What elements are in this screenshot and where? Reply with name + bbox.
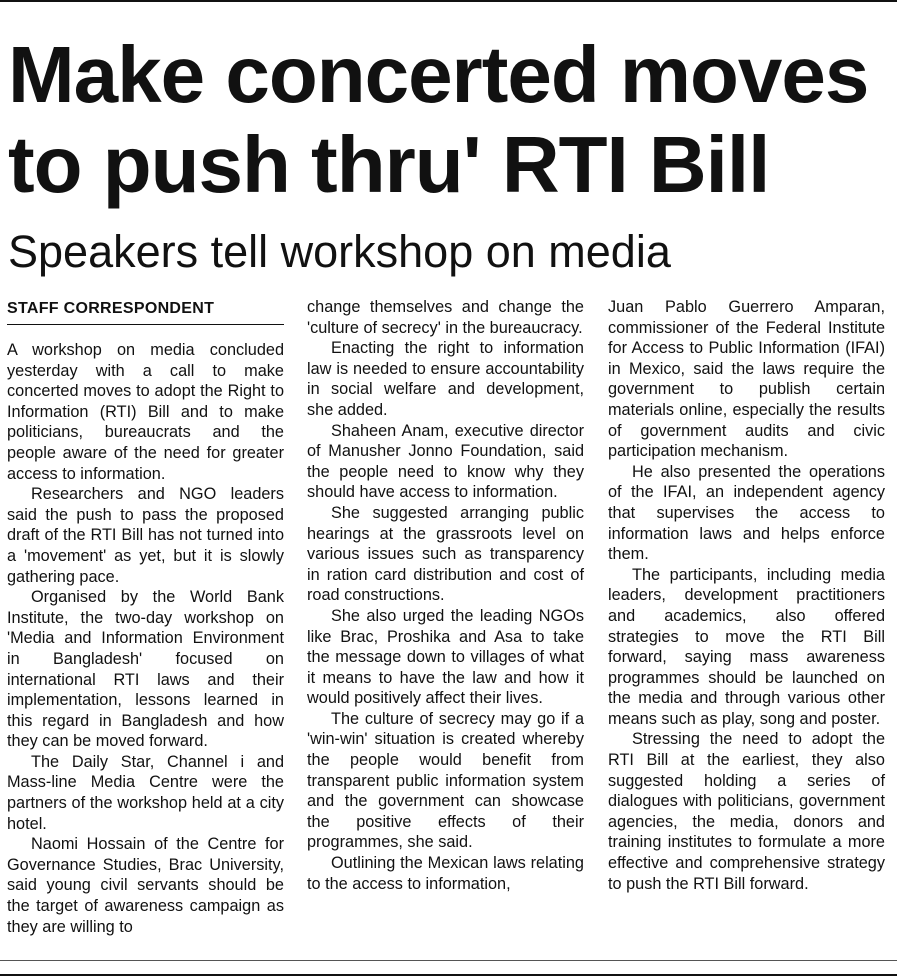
paragraph: The culture of secrecy may go if a 'win-win' situation is created whereby the people would benefit from transparent public information system and the government can showcase the positive effects of their programmes, she said.	[307, 709, 584, 852]
byline: STAFF CORRESPONDENT	[7, 298, 284, 325]
paragraph: Enacting the right to information law is needed to ensure accountability in social welfare and development, she added.	[307, 339, 584, 419]
paragraph: Organised by the World Bank Institute, the two-day workshop on 'Media and Information Environment in Bangladesh' focused on international RTI laws and their implementation, lessons learned in this regard in Bangladesh and how they can be moved forward.	[7, 588, 284, 751]
subheadline: Speakers tell workshop on media	[8, 226, 671, 277]
article-column-2	[307, 297, 584, 894]
paragraph: Shaheen Anam, executive director of Manusher Jonno Foundation, said the people need to know why they should have access to information.	[307, 421, 584, 502]
paragraph: She suggested arranging public hearings at the grassroots level on various issues such as transparency in ration card distribution and cost of road constructions.	[307, 503, 584, 605]
paragraph: change themselves and change the 'culture of secrecy' in the bureaucracy.	[307, 298, 584, 337]
paragraph: She also urged the leading NGOs like Brac, Proshika and Asa to take the message down to villages of what it means to have the law and how it would positively affect their lives.	[307, 606, 584, 708]
paragraph: Outlining the Mexican laws relating to the access to information,	[307, 854, 584, 893]
bottom-rule	[0, 960, 897, 961]
article-column-3	[608, 297, 885, 894]
paragraph: He also presented the operations of the IFAI, an independent agency that supervises the access to information laws and helps enforce them.	[608, 462, 885, 564]
paragraph: Researchers and NGO leaders said the push to pass the proposed draft of the RTI Bill has not turned into a 'movement' as yet, but it is slowly gathering pace.	[7, 485, 284, 586]
paragraph: A workshop on media concluded yesterday with a call to make concerted moves to adopt the Right to Information (RTI) Bill and to make politicians, bureaucrats and the people aware of the need for greater access to information.	[7, 341, 284, 483]
paragraph: Naomi Hossain of the Centre for Governance Studies, Brac University, said young civil servants should be the target of awareness campaign as they are willing to	[7, 835, 284, 936]
paragraph: Juan Pablo Guerrero Amparan, commissioner of the Federal Institute for Access to Public Information (IFAI) in Mexico, said the laws require the government to publish certain materials online, especially the results of government audits and civic participation mechanism.	[608, 298, 885, 461]
paragraph: Stressing the need to adopt the RTI Bill at the earliest, they also suggested holding a series of dialogues with politicians, government agencies, the media, donors and training institutes to formulate a more effective and comprehensive strategy to push the RTI Bill forward.	[608, 730, 885, 893]
paragraph: The participants, including media leaders, development practitioners and academics, also offered strategies to move the RTI Bill forward, saying mass awareness programmes should be launched on the media and through various other means such as play, song and poster.	[608, 565, 885, 728]
headline: Make concerted moves to push thru' RTI Bill	[8, 30, 869, 209]
paragraph: The Daily Star, Channel i and Mass-line Media Centre were the partners of the workshop held at a city hotel.	[7, 752, 284, 833]
article-column-1	[7, 340, 284, 937]
